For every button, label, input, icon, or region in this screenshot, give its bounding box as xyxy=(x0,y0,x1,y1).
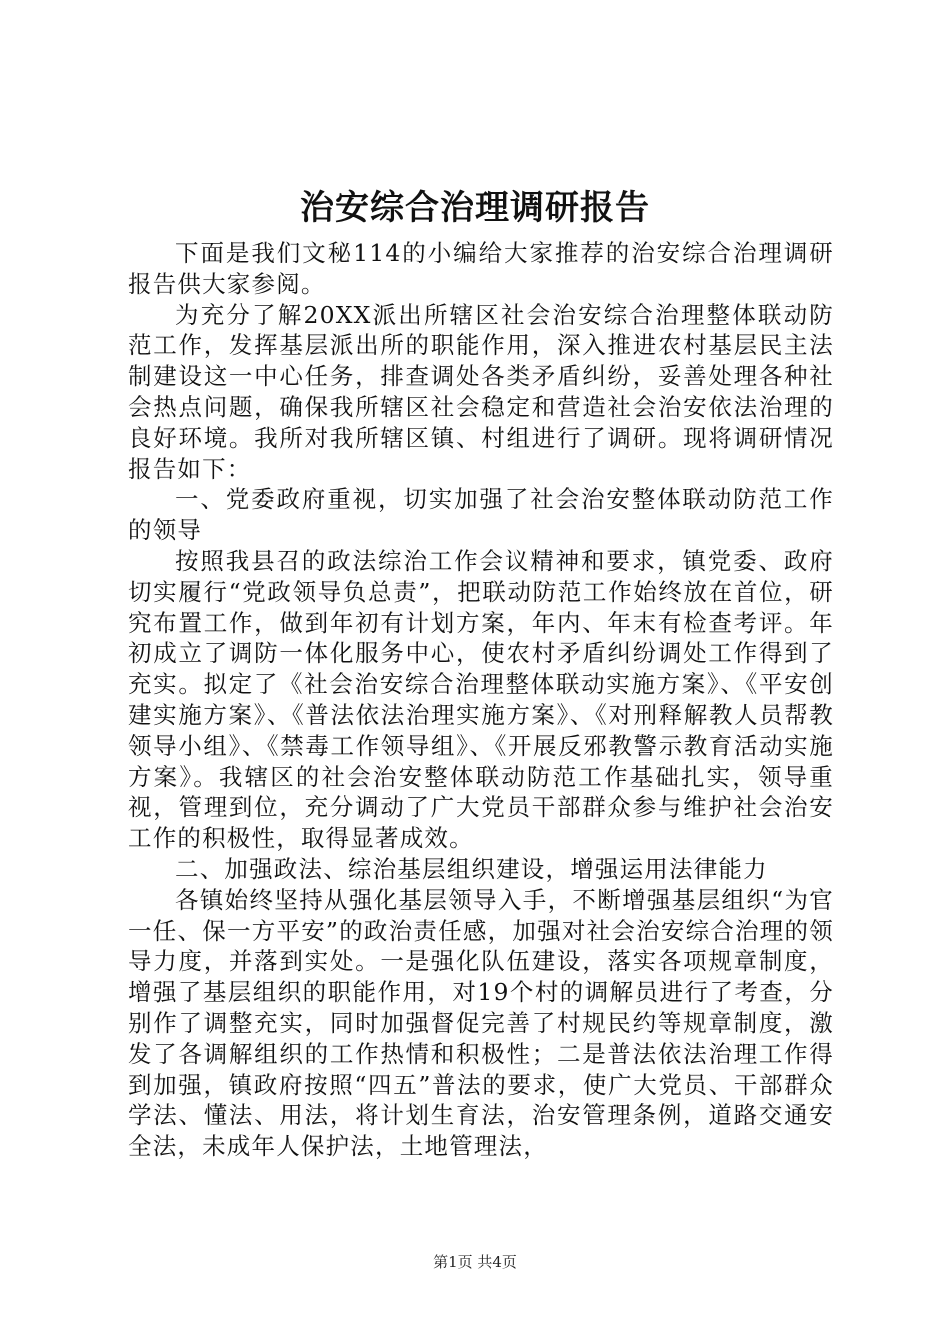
section-heading-1: 一、党委政府重视，切实加强了社会治安整体联动防范工作的领导 xyxy=(128,485,834,545)
paragraph-section-2: 各镇始终坚持从强化基层领导入手，不断增强基层组织“为官一任、保一方平安”的政治责任感，加强对社会治安综合治理的领导力度，并落到实处。一是强化队伍建设，落实各项规章制度，增强了基层组织的职能作用，对19个村的调解员进行了考查，分别作了调整充实，同时加强督促完善了村规民约等规章制度，激发了各调解组织的工作热情和积极性；二是普法依法治理工作得到加强，镇政府按照“四五”普法的要求，使广大党员、干部群众学法、懂法、用法，将计划生育法，治安管理条例，道路交通安全法，未成年人保护法，土地管理法， xyxy=(128,885,834,1161)
paragraph-intro: 下面是我们文秘114的小编给大家推荐的治安综合治理调研报告供大家参阅。 xyxy=(128,239,834,298)
document-body xyxy=(128,238,834,1162)
section-heading-2: 二、加强政法、综治基层组织建设，增强运用法律能力 xyxy=(175,854,768,883)
page-number-footer: 第1页 共4页 xyxy=(433,1253,517,1271)
paragraph-section-1: 按照我县召的政法综治工作会议精神和要求，镇党委、政府切实履行“党政领导负总责”，把联动防范工作始终放在首位，研究布置工作，做到年初有计划方案，年内、年末有检查考评。年初成立了调防一体化服务中心，使农村矛盾纠纷调处工作得到了充实。拟定了《社会治安综合治理整体联动实施方案》、《平安创建实施方案》、《普法依法治理实施方案》、《对刑释解教人员帮教领导小组》、《禁毒工作领导组》、《开展反邪教警示教育活动实施方案》。我辖区的社会治安整体联动防范工作基础扎实，领导重视，管理到位，充分调动了广大党员干部群众参与维护社会治安工作的积极性，取得显著成效。 xyxy=(128,546,834,853)
document-title: 治安综合治理调研报告 xyxy=(300,188,650,228)
paragraph-purpose: 为充分了解20XX派出所辖区社会治安综合治理整体联动防范工作，发挥基层派出所的职能作用，深入推进农村基层民主法制建设这一中心任务，排查调处各类矛盾纠纷，妥善处理各种社会热点问题，确保我所辖区社会稳定和营造社会治安依法治理的良好环境。我所对我所辖区镇、村组进行了调研。现将调研情况报告如下： xyxy=(128,300,834,483)
